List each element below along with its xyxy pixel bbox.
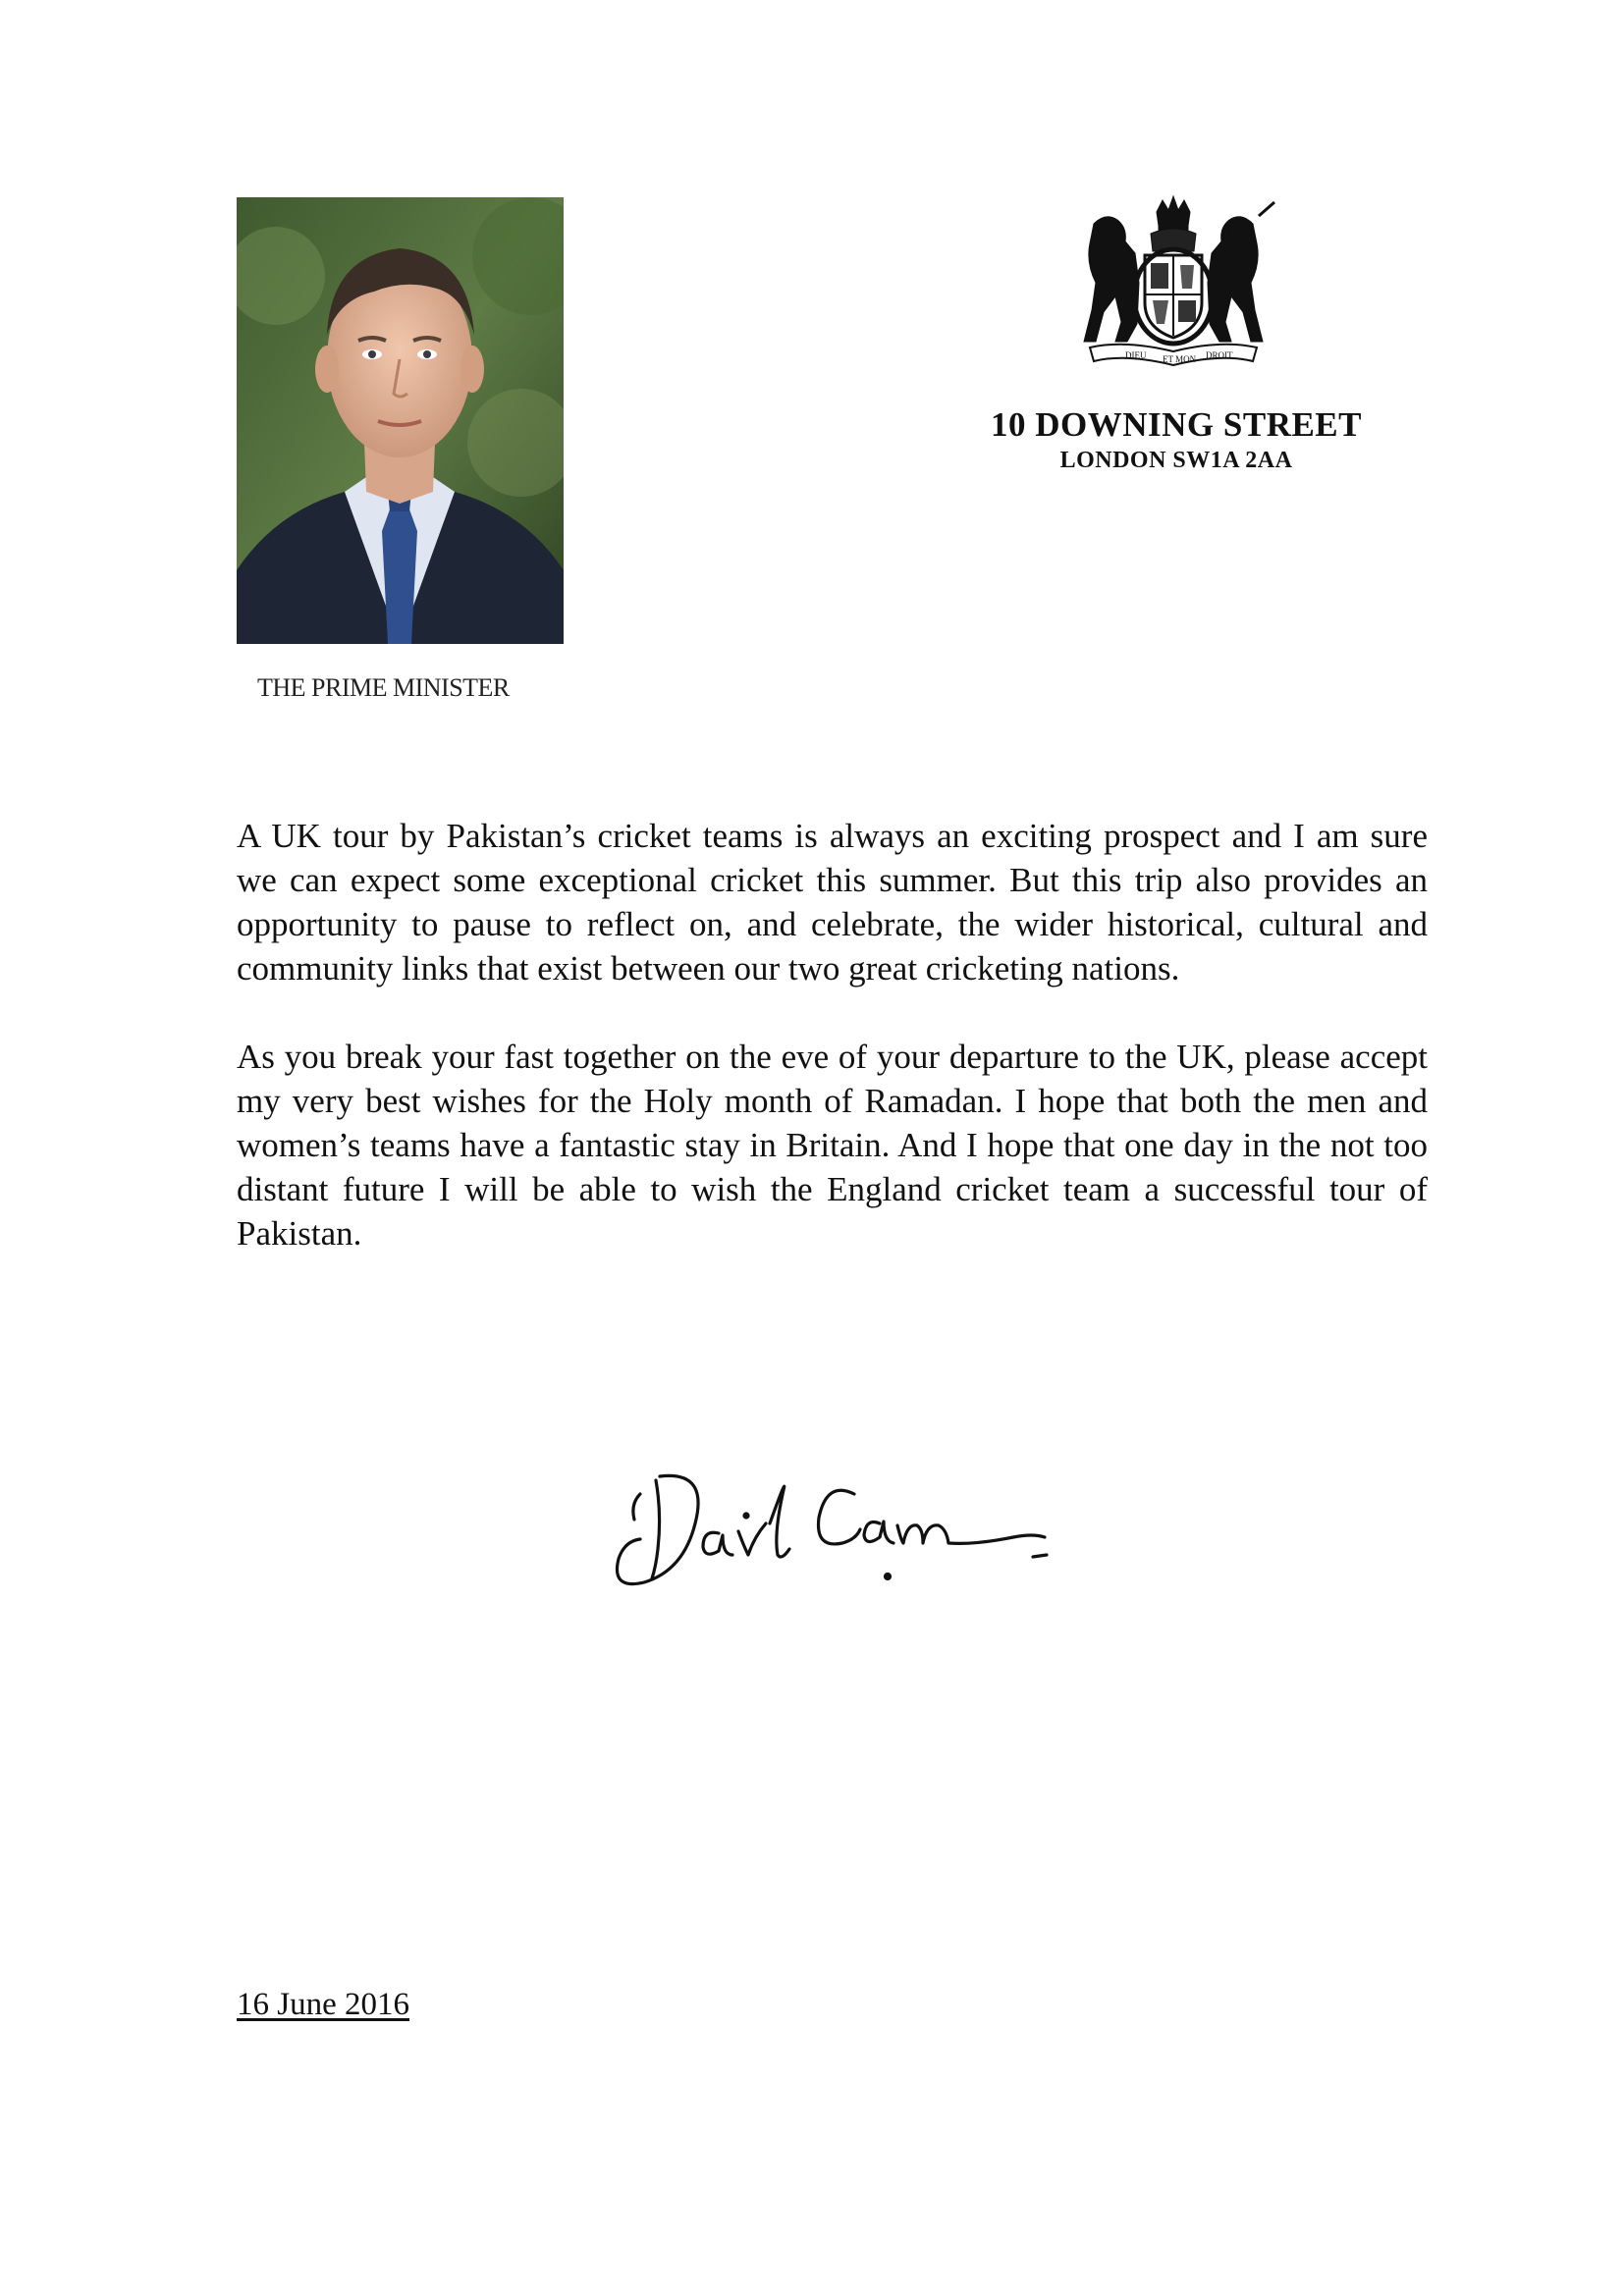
address-block [943, 404, 1410, 475]
portrait-photo [237, 197, 564, 644]
royal-coat-of-arms-icon [1066, 194, 1280, 369]
svg-text:ET MON: ET MON [1163, 354, 1197, 364]
letter-paragraph: A UK tour by Pakistan’s cricket teams is always an exciting prospect and I am sure we can expect some exceptional cricket this summer. But this trip also provides an opportunity to pause to reflect on, and celebrate, the wider historical, cultural and community links that exist between our two great cricketing nations. [237, 817, 1428, 988]
address-street: 10 DOWNING STREET [990, 405, 1363, 444]
svg-text:DIEU: DIEU [1125, 350, 1147, 360]
sender-caption: THE PRIME MINISTER [257, 673, 510, 702]
letter-body [237, 814, 1428, 1300]
svg-text:DROIT: DROIT [1206, 350, 1233, 360]
signature-icon [601, 1465, 1062, 1602]
letter-paragraph: As you break your fast together on the eve of your departure to the UK, please accept my very best wishes for the Holy month of Ramadan. I hope that both the men and women’s teams have a fantastic stay in Britain. And I hope that one day in the not too distant future I will be able to wish the England cricket team a successful tour of Pakistan. [237, 1038, 1428, 1253]
letter-date: 16 June 2016 [237, 1987, 409, 2022]
address-city: LONDON SW1A 2AA [1059, 448, 1293, 473]
